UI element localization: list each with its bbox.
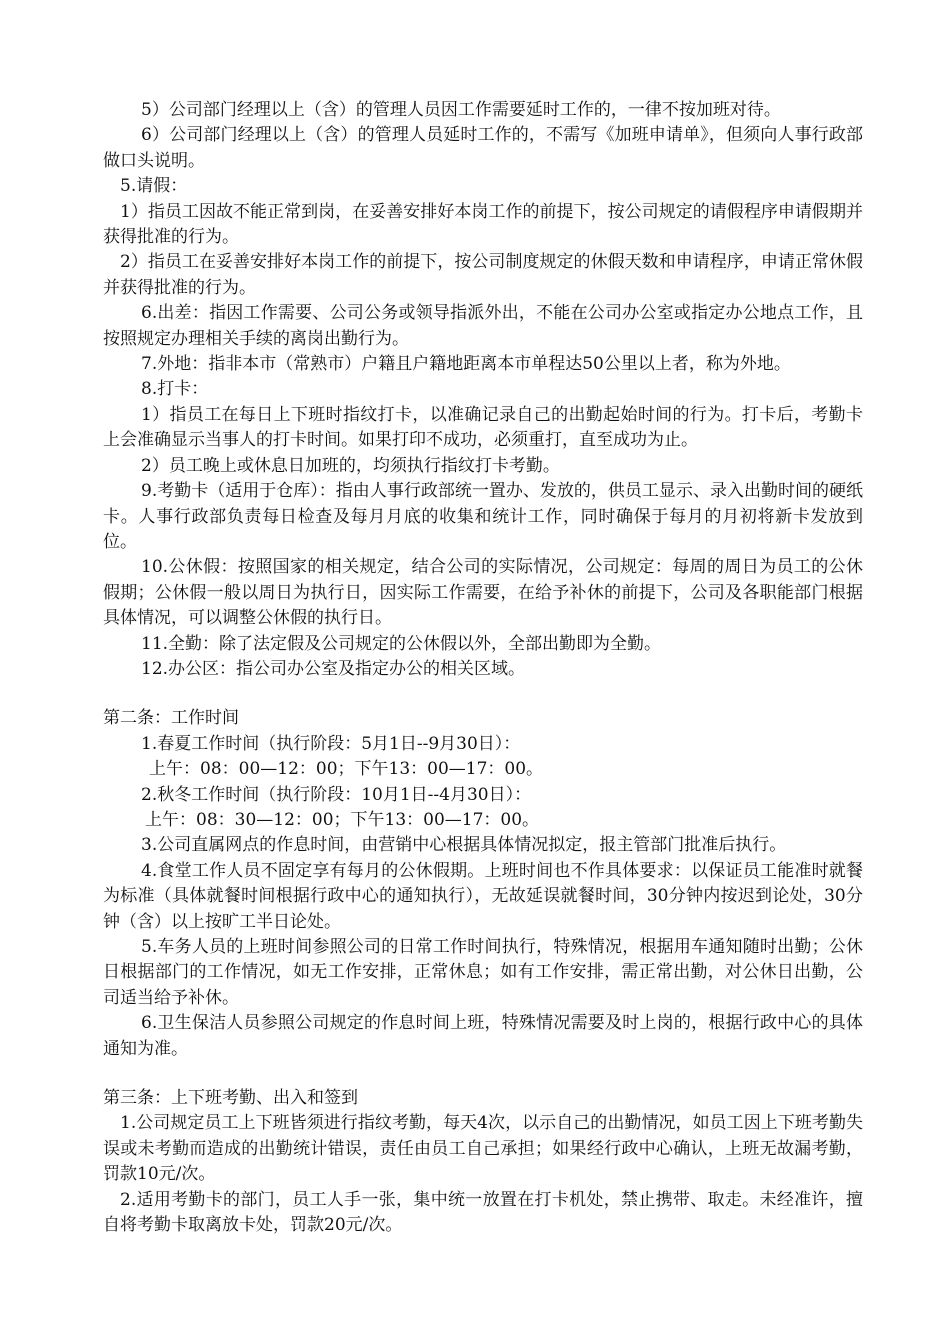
paragraph: 1.春夏工作时间（执行阶段：5月1日--9月30日）： (141, 733, 521, 754)
paragraph: 11.全勤：除了法定假及公司规定的公休假以外，全部出勤即为全勤。 (141, 633, 662, 654)
schedule-line: 上午：08：30—12：00；下午13：00—17：00。 (145, 809, 540, 830)
document-page (103, 98, 863, 1238)
paragraph: 2）指员工在妥善安排好本岗工作的前提下，按公司制度规定的休假天数和申请程序，申请正常休假并获得批准的行为。 (103, 252, 863, 298)
paragraph: 2.秋冬工作时间（执行阶段：10月1日--4月30日）： (141, 784, 532, 805)
section-spacer (103, 682, 863, 706)
paragraph: 4.食堂工作人员不固定享有每月的公休假期。上班时间也不作具体要求：以保证员工能准时就餐为标准（具体就餐时间根据行政中心的通知执行），无故延误就餐时间，30分钟内按迟到论处，30分钟（含）以上按旷工半日论处。 (103, 860, 863, 932)
paragraph: 5.车务人员的上班时间参照公司的日常工作时间执行，特殊情况，根据用车通知随时出勤；公休日根据部门的工作情况，如无工作安排，正常休息；如有工作安排，需正常出勤，对公休日出勤，公司适当给予补休。 (103, 937, 863, 1008)
schedule-line: 上午：08：00—12：00；下午13：00—17：00。 (149, 759, 544, 780)
paragraph-heading: 5.请假： (120, 176, 188, 197)
paragraph: 12.办公区：指公司办公室及指定办公的相关区域。 (141, 658, 526, 679)
paragraph: 6.出差：指因工作需要、公司公务或领导指派外出，不能在公司办公室或指定办公地点工作，且按照规定办理相关手续的离岗出勤行为。 (103, 303, 863, 349)
paragraph: 9.考勤卡（适用于仓库）：指由人事行政部统一置办、发放的，供员工显示、录入出勤时间的硬纸卡。人事行政部负责每日检查及每月月底的收集和统计工作，同时确保于每月的月初将新卡发放到位。 (103, 481, 863, 552)
paragraph-heading: 8.打卡： (141, 379, 209, 400)
paragraph: 1）指员工在每日上下班时指纹打卡，以准确记录自己的出勤起始时间的行为。打卡后，考勤卡上会准确显示当事人的打卡时间。如果打印不成功，必须重打，直至成功为止。 (103, 404, 863, 451)
paragraph: 5）公司部门经理以上（含）的管理人员因工作需要延时工作的，一律不按加班对待。 (141, 100, 781, 120)
paragraph: 2）员工晚上或休息日加班的，均须执行指纹打卡考勤。 (141, 455, 560, 476)
paragraph: 2.适用考勤卡的部门，员工人手一张，集中统一放置在打卡机处，禁止携带、取走。未经准许，擅自将考勤卡取离放卡处，罚款20元/次。 (103, 1189, 863, 1236)
paragraph: 7.外地：指非本市（常熟市）户籍且户籍地距离本市单程达50公里以上者，称为外地。 (141, 354, 791, 375)
paragraph: 1）指员工因故不能正常到岗，在妥善安排好本岗工作的前提下，按公司规定的请假程序申请假期并获得批准的行为。 (103, 201, 863, 248)
paragraph: 10.公休假：按照国家的相关规定，结合公司的实际情况，公司规定：每周的周日为员工的公休假期；公休假一般以周日为执行日，因实际工作需要，在给予补休的前提下，公司及各职能部门根据具体情况，可以调整公休假的执行日。 (103, 557, 863, 629)
paragraph: 3.公司直属网点的作息时间，由营销中心根据具体情况拟定，报主管部门批准后执行。 (141, 835, 787, 856)
paragraph: 6）公司部门经理以上（含）的管理人员延时工作的，不需写《加班申请单》，但须向人事行政部做口头说明。 (103, 125, 863, 171)
paragraph: 6.卫生保洁人员参照公司规定的作息时间上班，特殊情况需要及时上岗的，根据行政中心的具体通知为准。 (103, 1013, 863, 1059)
paragraph: 1.公司规定员工上下班皆须进行指纹考勤，每天4次，以示自己的出勤情况，如员工因上下班考勤失误或未考勤而造成的出勤统计错误，责任由员工自己承担；如果经行政中心确认，上班无故漏考勤，罚款10元/次。 (103, 1113, 863, 1185)
section-spacer (103, 1062, 863, 1086)
section-title: 第二条：工作时间 (103, 708, 239, 729)
section-title: 第三条：上下班考勤、出入和签到 (103, 1088, 358, 1109)
